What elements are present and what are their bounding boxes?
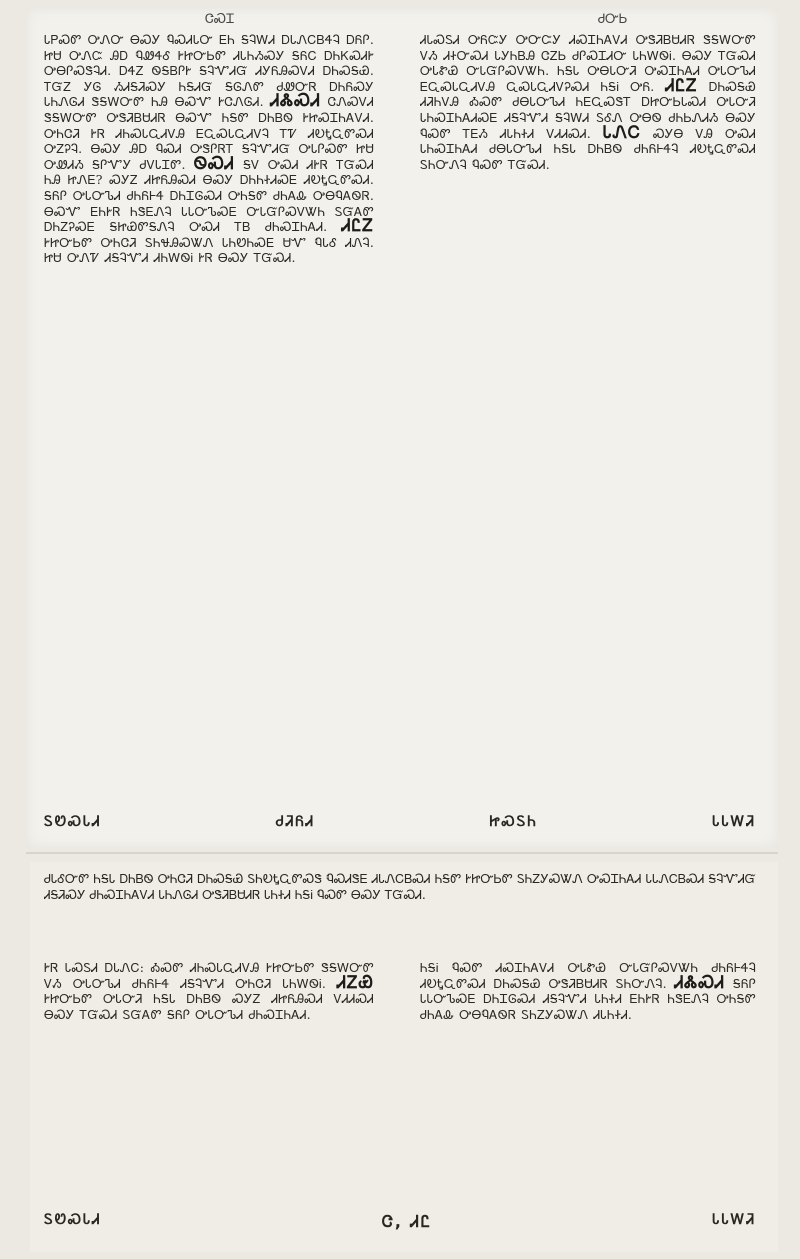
column-right-top bbox=[420, 32, 756, 790]
paragraph: ᎨᏒ ᏓᏍᏚᏗ ᎠᏓᏁᏟ: ᎣᏍᏛ ᏗᏂᏍᏓᏩᏗᏙᎯ ᎨᏥᏅᏏᏛ ᏕᎦᎳᏅᏛ ᏙᏱ ᎤᏓᏅᏖᏗ ᏧᏂᏲᎰᏎ ᏗᎦᎸᏉᏗ ᎤᏂᏣᏘ ᏓᏂᎳᏫᎥ. bbox=[44, 960, 374, 991]
column-left-bottom bbox=[44, 960, 374, 1200]
section-marker: ᏫᏍᏗ bbox=[193, 153, 235, 174]
footer-word: ᏚᏬᏍᏓᏗ bbox=[44, 1212, 102, 1228]
paragraph: ᎨᏥᏅᏏᏛ ᎤᏓᏅᏘ ᏂᎦᏓ ᎠᏂᏴᏫ ᏍᎩᏃ ᏗᏥᏲᎯᏍᏗ ᏙᏗᏗᏍᏗ ᎾᏍᎩ ᎢᏳᏍᏗ ᏚᏳᎪᏛ ᎦᏲᎵ ᎤᏓᏅᏖᏗ ᏧᏂᏍᏆᏂᎪᏗ. bbox=[44, 991, 374, 1022]
footer-word: Ꮳ, ᏗᏝ bbox=[381, 1212, 432, 1231]
page-number-right: ᏧᏅᏏ bbox=[598, 12, 628, 27]
section-marker: ᏗᏃᏯ bbox=[337, 972, 374, 993]
footer-word: ᏥᏍᏚᏂ bbox=[489, 814, 538, 830]
paragraph: ᎨᏥᏅᏏᏛ ᎤᏂᏣᏘ ᏚᏂᏠᎯᏍᏔᏁ ᏓᏂᏬᏂᏍᎬ ᏌᏉ ᏄᏓᎴ ᏗᏁᎸ. ᏥᏌ ᎤᏁᏤ ᏗᎦᎸᏉᏗ ᏗᏂᎳᏫᎥ ᎨᏒ ᎾᏍᎩ ᎢᏳᏍᏗ. bbox=[44, 234, 374, 266]
paragraph: ᏗᏓᏍᏚᏗ ᎤᏲᏨᎩ ᎤᏅᏨᎩ ᏗᏍᏆᏂᎪᏙᏗ ᎤᏕᏘᏴᏌᏗᏒ ᏕᎦᎳᏅᏛ ᏙᏱ ᏗᏐᏅᏍᏗ ᏓᎩᏂᏴᎯ ᏣᏃᏏ ᏧᎵᏍᏆᏗᏅ ᏓᏂᎳᏫᎥ. ᎾᏍᎩ ᎢᏳᏍᏗ ᎤᏓᏑᏯ ᏅᏓᏳᎵᏍᏙᏔᏂ. ᏂᎦᏓ ᎤᎾᏓᏅᏘ ᎤᏍᏆᏂᎪᏗ ᎤᏓᏅᏖᏗ ᎬᏩᏍᏓᏩᏗᏙᎯ ᏩᏍᏓᏩᏗᏙᎮᏍᏗ ᏂᎦᎥ ᎤᏲ. bbox=[420, 32, 756, 94]
section-marker: ᏓᏁᏟ bbox=[602, 122, 641, 143]
column-left-top bbox=[44, 32, 374, 790]
paragraph: ᎦᏲᎵ ᏓᏓᏅᏖᏍᎬ ᎠᏂᏆᎶᏍᏗ ᏗᎦᎸᏉᏗ ᏓᏂᏐᏗ ᎬᏂᎨᏒ ᏂᏕᎬᏁᎸ ᎤᏂᎦᏛ ᏧᏂᎪᎲ ᎤᎾᏄᎪᏫᏒ ᏚᏂᏃᎩᏍᏔᏁ ᏗᏓᏂᏐᏗ. bbox=[420, 975, 756, 1022]
paragraph: ᎦᏙ ᎤᏍᏗ ᏗᎨᏒ ᎢᏳᏍᏗ ᏂᎯ ᏥᏁᎬ? ᏍᎩᏃ ᏗᏥᏲᎯᏍᏗ ᎾᏍᎩ ᎠᏂᏂᏐᏗᏍᎬ ᏗᎧᎿᏩᏛᏍᏗ. ᎦᏲᎵ ᎤᏓᏅᏖᏗ ᏧᏂᏲᎰᏎ ᎠᏂᏆᎶᏍᏗ ᎤᏂᎦᏛ ᏧᏂᎪᎲ ᎤᎾᏄᎪᏫᏒ. ᎾᏍᏉ ᎬᏂᎨᏒ ᏂᏕᎬᏁᎸ ᏓᏓᏅᏖᏍᎬ ᏅᏓᏳᎵᏍᏙᏔᏂ ᏚᏳᎪᏛ ᎠᏂᏃᎮᏍᎬ ᎦᏥᏯᏛᎦᏁᎸ ᎤᏍᏗ ᎢᏴ ᏧᏂᏍᏆᏂᎪᏗ. bbox=[44, 156, 374, 235]
footer-word: ᏓᏓᎳᏘ bbox=[712, 1212, 756, 1228]
paragraph: ᎠᏂᏍᎦᏯ ᏗᏘᏂᏙᎯ ᎣᏍᏛ ᏧᎾᏓᏅᏖᏗ ᏂᎬᏩᏍᏕᎢ ᎠᏥᏅᏏᏓᏍᏗ ᎤᏓᏅᏘ ᏓᏂᏍᏆᏂᎪᏗᏍᎬ ᏗᎦᎸᏉᏗ ᎦᎸᎳᏗ ᏚᎴᏁ ᎤᎾᏫ ᏧᏂᏏᏁᏗᏱ ᎾᏍᎩ ᏄᏍᏛ ᎢᎬᏱ ᏗᏓᏂᏐᏗ ᏙᏗᏗᏍᏗ. bbox=[420, 78, 756, 141]
footer-word: ᏧᏘᏲᏗ bbox=[275, 814, 316, 830]
page-footer-bottom bbox=[44, 1212, 756, 1234]
page-divider bbox=[26, 852, 778, 854]
footer-word: ᏚᏬᏍᏓᏗ bbox=[44, 814, 102, 830]
full-width-paragraph: ᏧᏓᎴᏅᏛ ᏂᎦᏓ ᎠᏂᏴᏫ ᎤᏂᏣᏘ ᎠᏂᏍᎦᏯ ᏚᏂᎧᎿᏩᏛᏍᏕ ᏄᏍᏗᏕᎬ ᏗᏓᏁᏟᏴᏍᏗ ᏂᎦᏛ ᎨᏥᏅᏏᏛ ᏚᏂᏃᎩᏍᏔᏁ ᎤᏍᏆᏂᎪᏗ ᏓᏓᏁᏟᏴᏍᏗ ᎦᎸᏉᏗᏳ ᏗᎦᏘᏍᎩ ᏧᏂᏍᏆᏂᎪᏙᏗ ᏓᏂᏁᎶᏗ ᎤᏕᏘᏴᏌᏗᏒ ᏓᏂᏐᏗ ᏂᎦᎥ ᏄᏍᏛ ᎾᏍᎩ ᎢᏳᏍᏗ. bbox=[44, 871, 756, 902]
section-marker: ᏗᏜᏍᏗ bbox=[270, 91, 321, 112]
paragraph: ᏣᏁᏍᏙᏗ ᏕᎦᎳᏅᏛ ᎤᏕᏘᏴᏌᏗᏒ ᎾᏍᏉ ᏂᎦᏛ ᎠᏂᏴᏫ ᎨᏥᏍᏆᏂᎪᏙᏗ. ᎤᏂᏣᏘ ᎨᏒ ᏗᏂᏍᏓᏩᏗᏙᎯ ᎬᏩᏍᏓᏩᏗᏙᎸ ᎢᏤ ᏗᎧᎿᏩᏛᏍᏗ ᎤᏃᎮᎸ. ᎾᏍᎩ ᎯᎠ ᏄᏍᏗ ᎤᏕᎵᏒᎢ ᎦᎸᏉᏗᏳ ᎤᏓᎵᏍᏛ ᏥᏌ ᎤᏪᏗᏱ ᎦᎵᏉᎩ ᏧᏙᏓᏆᏛ. bbox=[44, 94, 374, 172]
paragraph: ᏍᎩᎾ ᏙᎯ ᎤᏍᏗ ᏓᏂᏍᏆᏂᎪᏗ ᏧᎾᏓᏅᏖᏗ ᏂᎦᏓ ᎠᏂᏴᏫ ᏧᏂᏲᎰᏎᎸ ᏗᎧᎿᏩᏛᏍᏗ ᏚᏂᏅᏁᎸ ᏄᏍᏛ ᎢᏳᏍᏗ. bbox=[420, 125, 756, 172]
paragraph: ᏓᏢᏍᏛ ᎤᏁᏅ ᎾᏍᎩ ᏄᏍᏗᏓᏅ ᎬᏂ ᎦᎸᎳᏗ ᎠᏓᏁᏟᏴᏎᎸ ᎠᏲᎵ. ᏥᏌ ᎤᏁᏨ ᎯᎠ ᏄᏪᏎᎴ ᎨᏥᏅᏏᏛ ᏗᏓᏂᏱᏍᎩ ᎦᏲᏟ ᎠᏂᏦᏍᏗᎨ ᎤᎾᎵᏍᏕᎸᏗ. ᎠᏎᏃ ᏫᎦᏴᎵᎨ ᎦᎸᏉᏗᏳ ᏗᎩᏲᎯᏍᏙᏗ ᎠᏂᏍᎦᏯ. ᎢᏳᏃ ᎩᎶ ᏱᏗᎦᏘᏍᎩ ᏂᎦᏗᏳ ᎦᎶᏁᏛ ᏧᏪᏅᏒ ᎠᏂᏲᏍᎩ ᏓᏂᏁᎶᏗ ᏕᎦᎳᏅᏛ ᏂᎯ ᎾᏍᏉ ᎨᏣᏁᎶᏗ. bbox=[44, 32, 374, 110]
section-marker: ᏗᏝᏃ bbox=[341, 216, 374, 237]
column-right-bottom bbox=[420, 960, 756, 1200]
page-number-left: ᏣᏍᏆ bbox=[205, 12, 235, 27]
footer-word: ᏓᏓᎳᏘ bbox=[712, 814, 756, 830]
section-marker: ᏗᏝᏃ bbox=[665, 75, 698, 96]
paragraph: ᏂᎦᎥ ᏄᏍᏛ ᏗᏍᏆᏂᎪᏙᏗ ᎤᏓᏑᏯ ᏅᏓᏳᎵᏍᏙᏔᏂ ᏧᏂᏲᎰᏎᎸ ᏗᎧᎿᏩᏛᏍᏗ ᎠᏂᏍᎦᏯ ᎤᏕᏘᏴᏌᏗᏒ ᏚᏂᏅᏁᎸ. bbox=[420, 960, 756, 991]
page-footer bbox=[44, 814, 756, 836]
section-marker: ᏗᏜᏍᏗ bbox=[674, 972, 726, 993]
